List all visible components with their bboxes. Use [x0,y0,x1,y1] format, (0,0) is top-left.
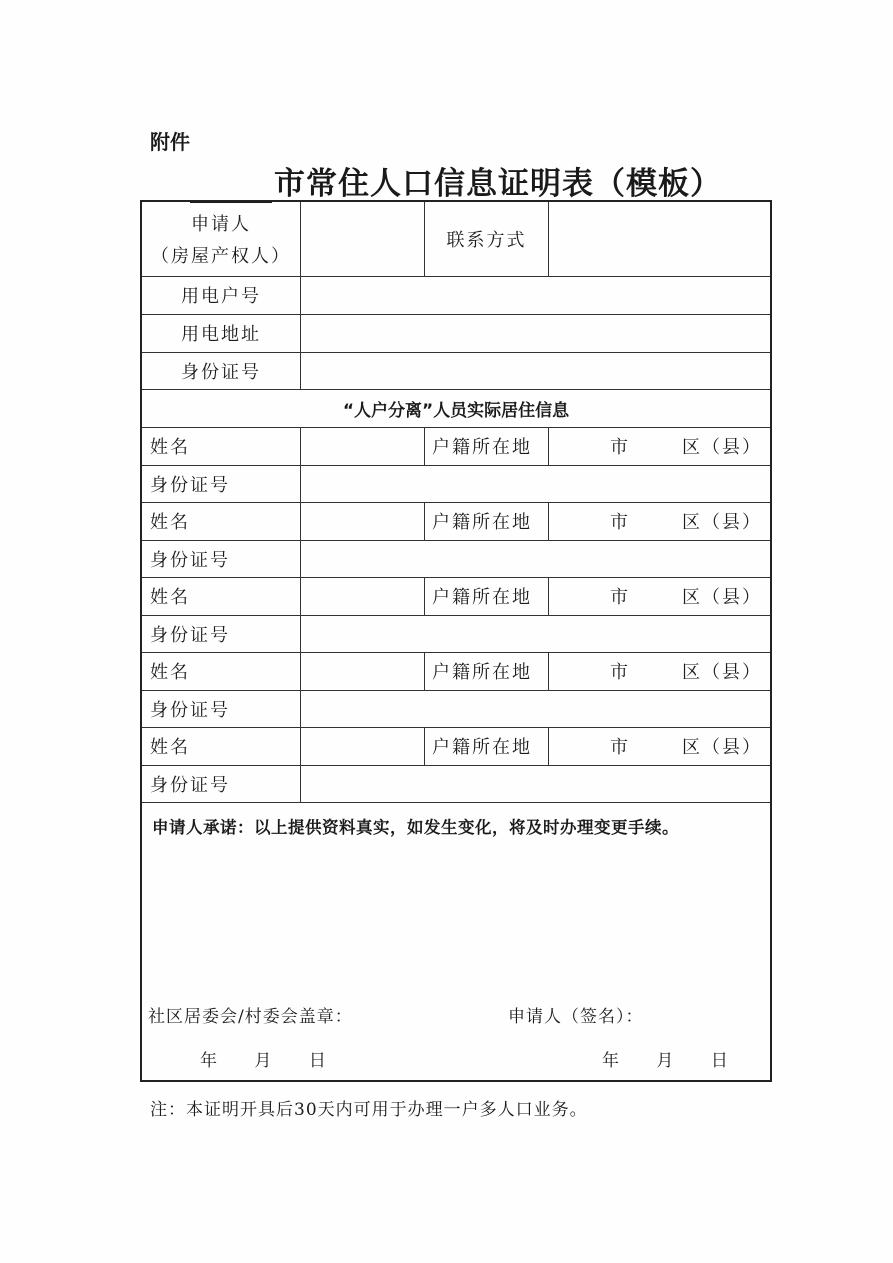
person-id-row [142,615,770,653]
section-header-row [142,389,770,428]
household-city[interactable] [610,652,670,690]
power-address-row [142,314,770,353]
person-id-label-text: 身份证号 [150,624,230,646]
power-address-field[interactable] [301,314,770,352]
community-date-month: 月 [254,1051,272,1071]
household-city-text: 市 [610,587,630,608]
pledge-statement: 申请人承诺：以上提供资料真实，如发生变化，将及时办理变更手续。 [152,818,679,837]
form-title [190,158,722,203]
person-id-row [142,465,770,503]
person-id-row [142,765,770,803]
person-id-field[interactable] [301,465,770,502]
household-label-text: 户籍所在地 [432,512,532,533]
person-id-field[interactable] [301,540,770,577]
contact-label [425,202,548,276]
household-label [432,577,548,615]
person-name-label [150,502,300,540]
person-name-label [150,577,300,615]
household-label [432,652,548,690]
household-city[interactable] [610,427,670,465]
household-label-text: 户籍所在地 [432,587,532,608]
person-name-label-text: 姓名 [150,587,190,608]
person-name-row [142,652,770,691]
person-id-field[interactable] [301,765,770,802]
person-id-field[interactable] [301,615,770,652]
community-date-day: 日 [308,1051,326,1071]
person-id-label [150,765,300,802]
applicant-date [602,1046,728,1071]
applicant-id-row [142,352,770,390]
household-district-text: 区（县） [682,437,762,458]
power-address-label-text: 用电地址 [181,324,261,345]
person-name-row [142,427,770,466]
household-city[interactable] [610,502,670,540]
household-city-text: 市 [610,737,630,758]
household-city-text: 市 [610,512,630,533]
form-title-text: 市常住人口信息证明表（模板） [274,166,722,202]
applicant-id-label-text: 身份证号 [181,361,261,383]
household-label [432,427,548,465]
household-city[interactable] [610,577,670,615]
person-name-label-text: 姓名 [150,662,190,683]
household-district[interactable] [682,427,772,465]
city-name-blank[interactable] [190,167,272,203]
applicant-field[interactable] [301,202,424,276]
household-label-text: 户籍所在地 [432,437,532,458]
household-label-text: 户籍所在地 [432,737,532,758]
attachment-label: 附件 [150,130,190,154]
power-account-label [142,276,300,314]
person-id-label [150,465,300,502]
person-name-label-text: 姓名 [150,737,190,758]
household-label-text: 户籍所在地 [432,662,532,683]
person-name-field[interactable] [301,577,424,615]
household-city[interactable] [610,727,670,765]
person-name-label [150,427,300,465]
person-id-label [150,615,300,652]
community-seal-label: 社区居委会/村委会盖章： [148,1007,353,1027]
person-name-label-text: 姓名 [150,512,190,533]
applicant-label [142,202,300,276]
household-district[interactable] [682,652,772,690]
person-id-label-text: 身份证号 [150,549,230,571]
person-id-label-text: 身份证号 [150,474,230,496]
section-title [142,389,770,427]
applicant-id-label [142,352,300,389]
person-id-label [150,540,300,577]
person-id-label-text: 身份证号 [150,774,230,796]
community-date [200,1046,326,1071]
household-label [432,727,548,765]
applicant-label-line2: （房屋产权人） [151,246,291,267]
contact-field[interactable] [549,202,770,276]
applicant-date-year: 年 [602,1051,619,1071]
power-account-row [142,276,770,315]
person-name-field[interactable] [301,652,424,690]
section-title-text: “人户分离”人员实际居住信息 [342,400,570,421]
person-name-row [142,727,770,766]
applicant-date-day: 日 [710,1051,728,1071]
footnote: 注：本证明开具后30天内可用于办理一户多人口业务。 [150,1100,588,1120]
person-id-label-text: 身份证号 [150,699,230,721]
person-name-field[interactable] [301,727,424,765]
power-account-field[interactable] [301,276,770,314]
person-name-label-text: 姓名 [150,437,190,458]
person-name-row [142,502,770,541]
household-label [432,502,548,540]
person-name-label [150,652,300,690]
contact-label-text: 联系方式 [446,230,527,251]
applicant-signature-label: 申请人（签名）： [508,1007,644,1027]
person-id-label [150,690,300,727]
household-city-text: 市 [610,437,630,458]
power-address-label [142,314,300,352]
household-district[interactable] [682,502,772,540]
person-name-row [142,577,770,616]
applicant-id-field[interactable] [301,352,770,389]
household-district-text: 区（县） [682,512,762,533]
person-id-field[interactable] [301,690,770,727]
certificate-form [140,200,772,1082]
household-city-text: 市 [610,662,630,683]
household-district[interactable] [682,577,772,615]
person-name-field[interactable] [301,427,424,465]
power-account-label-text: 用电户号 [181,286,261,307]
applicant-row [142,202,770,277]
household-district[interactable] [682,727,772,765]
applicant-label-line1: 申请人 [191,214,251,235]
household-district-text: 区（县） [682,662,762,683]
person-id-row [142,690,770,728]
applicant-date-month: 月 [656,1051,674,1071]
community-date-year: 年 [200,1051,217,1071]
person-name-field[interactable] [301,502,424,540]
household-district-text: 区（县） [682,587,762,608]
person-id-row [142,540,770,578]
person-name-label [150,727,300,765]
household-district-text: 区（县） [682,737,762,758]
